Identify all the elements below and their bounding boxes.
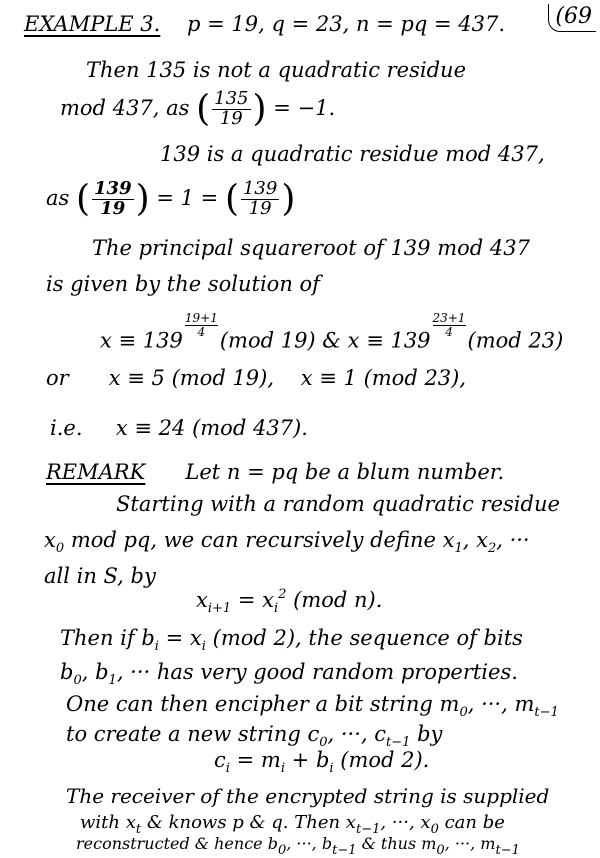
text-line-4: 139 is a quadratic residue mod 437, xyxy=(160,142,545,166)
example-params: p = 19, q = 23, n = pq = 437. xyxy=(187,12,506,36)
text-line-12: Starting with a random quadratic residue xyxy=(116,492,560,516)
text-line-15: $x_{i+1} = x_i^2$ (mod n). xyxy=(196,587,383,616)
example-line xyxy=(24,14,505,35)
example-heading: EXAMPLE 3. xyxy=(24,12,161,36)
text-line-5: as ( $\frac{139}{19}$ ) = 1 = ( $\frac{139}{19}$ ) xyxy=(46,178,296,220)
exponent-23: $\frac{23+1}{4}$ xyxy=(432,311,466,339)
page-number: (69 xyxy=(548,4,596,32)
text-line-6: The principal squareroot of 139 mod 437 xyxy=(92,236,530,260)
text-line-19: to create a new string $c_0$, ···, $c_{t-1}$ by xyxy=(66,722,443,750)
line3-pre: mod 437, as xyxy=(60,95,190,120)
text-line-22: with $x_t$ & knows p & q. Then $x_{t-1}$, ···, $x_0$ can be xyxy=(80,812,505,837)
text-line-7: is given by the solution of xyxy=(46,272,320,296)
text-line-23: reconstructed & hence $b_0$, ···, $b_{t-1}$ & thus $m_0$, ···, $m_{t-1}$ xyxy=(76,834,520,858)
remark-line xyxy=(46,462,504,483)
text-line-3: mod 437, as ( $\frac{135}{19}$ ) = −1. xyxy=(60,88,336,130)
text-line-10: i.e. x ≡ 24 (mod 437). xyxy=(50,416,308,440)
legendre-139-19-b: $\frac{139}{19}$ xyxy=(242,178,278,219)
text-line-21: The receiver of the encrypted string is supplied xyxy=(66,784,550,808)
text-line-20: $c_i = m_i + b_i$ (mod 2). xyxy=(214,748,430,776)
line3-post: = −1. xyxy=(273,95,336,120)
text-line-13: $x_0$ mod pq, we can recursively define $x_1$, $x_2$, ··· xyxy=(44,528,530,556)
text-line-8: x ≡ 139 $\frac{19+1}{4}$ (mod 19) & x ≡ 139 $\frac{23+1}{4}$ (mod 23) xyxy=(100,311,564,353)
exponent-19: $\frac{19+1}{4}$ xyxy=(184,311,218,339)
text-line-9: or x ≡ 5 (mod 19), x ≡ 1 (mod 23), xyxy=(46,366,467,390)
text-line-18: One can then encipher a bit string $m_0$, ···, $m_{t-1}$ xyxy=(66,692,559,720)
remark-text: Let n = pq be a blum number. xyxy=(185,460,505,484)
text-line-2: Then 135 is not a quadratic residue xyxy=(86,58,466,82)
text-line-16: Then if $b_i = x_i$ (mod 2), the sequence of bits xyxy=(60,626,523,654)
text-line-17: $b_0$, $b_1$, ··· has very good random properties. xyxy=(60,660,518,688)
text-line-14: all in S, by xyxy=(44,564,156,588)
legendre-135-19: $\frac{135}{19}$ xyxy=(214,88,249,129)
legendre-139-19-a: $\frac{139}{19}$ xyxy=(94,178,132,219)
remark-heading: REMARK xyxy=(46,460,146,484)
